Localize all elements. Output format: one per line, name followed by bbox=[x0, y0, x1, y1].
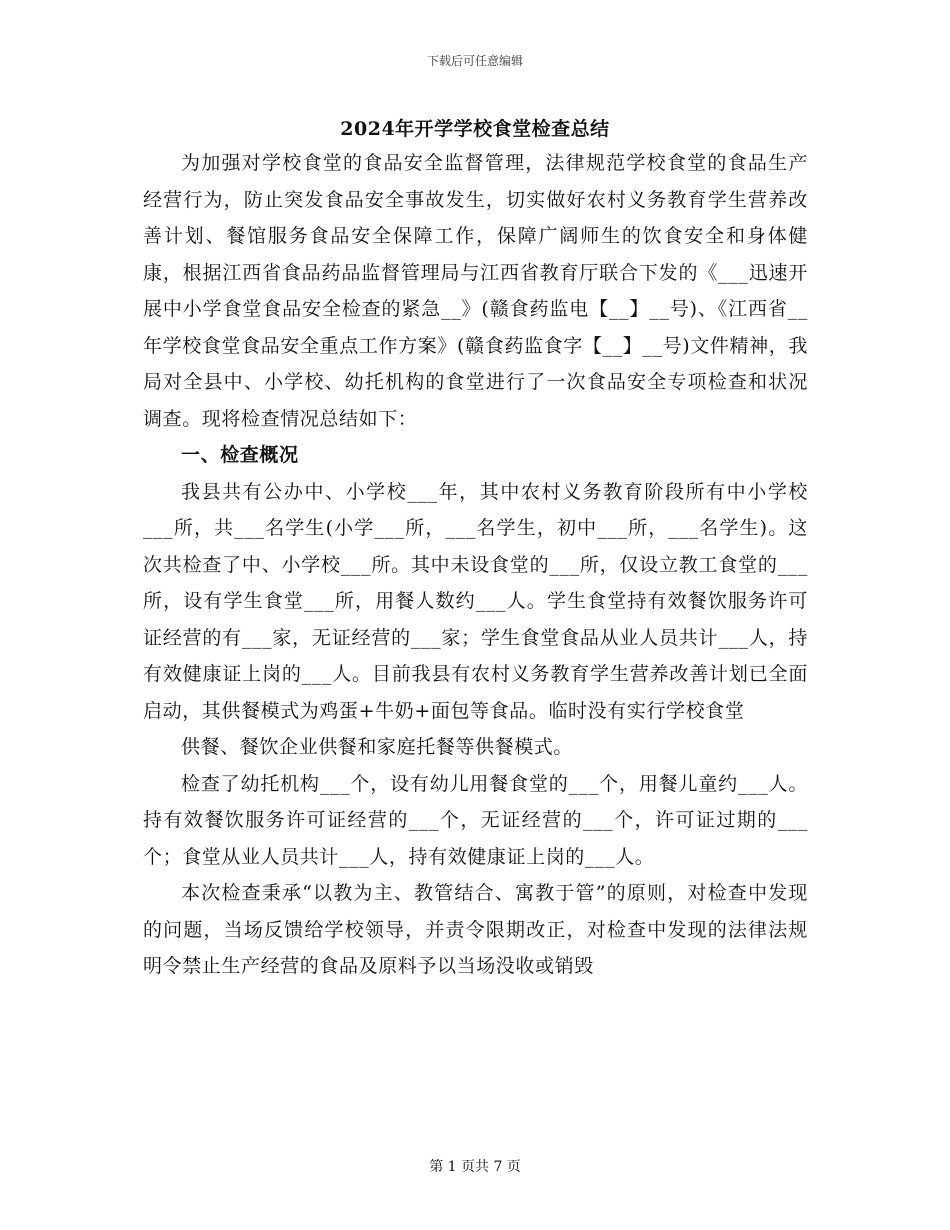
overview-continuation-paragraph: 供餐、餐饮企业供餐和家庭托餐等供餐模式。 bbox=[181, 736, 574, 758]
principle-paragraph: 本次检查秉承“以教为主、教管结合、寓教于管”的原则，对检查中发现的问题，当场反馈给学校领导，并责令限期改正，对检查中发现的法律法规明令禁止生产经营的食品及原料予以当场没收或销毁 bbox=[143, 882, 808, 977]
page-header-note: 下载后可任意编辑 bbox=[426, 54, 523, 68]
overview-paragraph: 我县共有公办中、小学校___年，其中农村义务教育阶段所有中小学校___所，共___名学生(小学___所，___名学生，初中___所，___名学生)。这次共检查了中、小学校___所。其中未设食堂的___所，仅设立教工食堂的___所，设有学生食堂___所，用餐人数约___人。学生食堂持有效餐饮服务许可证经营的有___家，无证经营的___家；学生食堂食品从业人员共计___人，持有效健康证上岗的___人。目前我县有农村义务教育学生营养改善计划已全面启动，其供餐模式为鸡蛋+牛奶+面包等食品。临时没有实行学校食堂 bbox=[143, 480, 808, 722]
intro-paragraph: 为加强对学校食堂的食品安全监督管理，法律规范学校食堂的食品生产经营行为，防止突发食品安全事故发生，切实做好农村义务教育学生营养改善计划、餐馆服务食品安全保障工作，保障广阔师生的饮食安全和身体健康，根据江西省食品药品监督管理局与江西省教育厅联合下发的《___迅速开展中小学食堂食品安全检查的紧急__》(赣食药监电【__】__号)、《江西省__年学校食堂食品安全重点工作方案》(赣食药监食字【__】__号)文件精神，我局对全县中、小学校、幼托机构的食堂进行了一次食品安全专项检查和状况调查。现将检查情况总结如下： bbox=[143, 152, 808, 430]
document-body bbox=[143, 145, 808, 985]
page-number: 第 1 页共 7 页 bbox=[429, 1159, 521, 1175]
kindergarten-paragraph: 检查了幼托机构___个，设有幼儿用餐食堂的___个，用餐儿童约___人。持有效餐饮服务许可证经营的___个，无证经营的___个，许可证过期的___个；食堂从业人员共计___人，持有效健康证上岗的___人。 bbox=[143, 772, 808, 868]
section-heading: 一、检查概况 bbox=[181, 444, 299, 466]
document-title: 2024年开学学校食堂检查总结 bbox=[340, 118, 610, 140]
